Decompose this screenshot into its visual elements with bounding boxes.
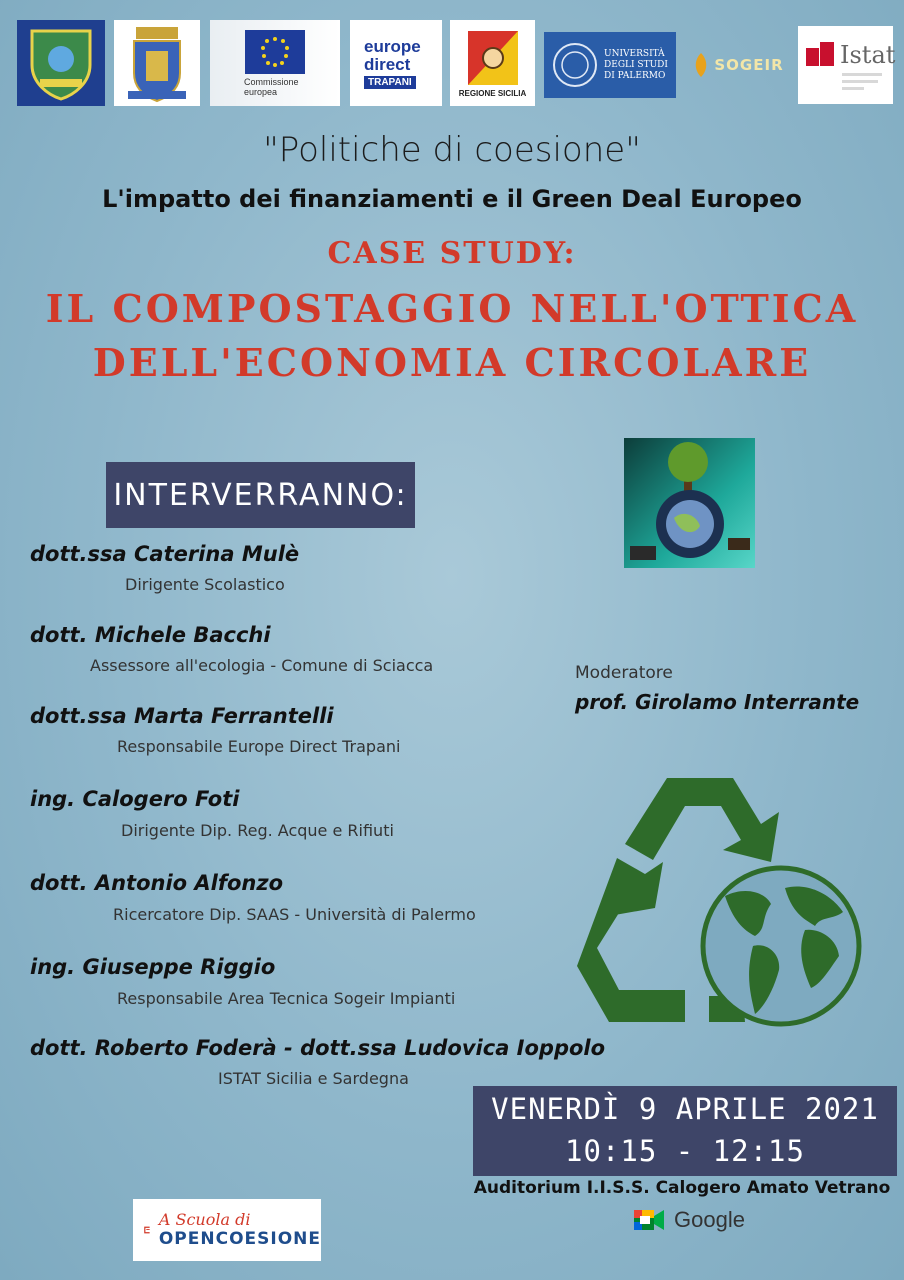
speaker-name: ing. Calogero Foti <box>30 787 240 811</box>
speaker-name: ing. Giuseppe Riggio <box>30 955 276 979</box>
speaker-name: dott. Antonio Alfonzo <box>30 871 283 895</box>
case-study-label: CASE STUDY: <box>327 236 577 271</box>
google-meet-link[interactable] <box>632 1206 745 1234</box>
european-commission-logo <box>210 20 340 106</box>
speaker-role: Responsabile Area Tecnica Sogeir Impianti <box>117 989 456 1008</box>
ed-line3: TRAPANI <box>364 76 416 89</box>
city-coat-of-arms-logo <box>114 20 200 106</box>
moderator-name: prof. Girolamo Interrante <box>575 690 860 714</box>
speaker-role: Assessore all'ecologia - Comune di Sciacca <box>90 656 434 675</box>
project-badge-image <box>624 438 755 568</box>
speaker-role: Ricercatore Dip. SAAS - Università di Palermo <box>113 905 476 924</box>
istat-logo <box>798 26 896 104</box>
opencoesione-line2: OPENCOESIONE <box>158 1229 321 1249</box>
unipa-line2: DEGLI STUDI <box>604 59 668 70</box>
recycle-icon <box>575 770 865 1030</box>
speaker-name: dott.ssa Caterina Mulè <box>30 542 300 566</box>
sogeir-logo <box>686 40 790 90</box>
europe-direct-logo <box>350 20 442 106</box>
speaker-role: ISTAT Sicilia e Sardegna <box>218 1069 409 1088</box>
case-study-title-line1: IL COMPOSTAGGIO NELL'OTTICA <box>45 286 859 331</box>
istat-squares-icon <box>806 42 836 68</box>
tree-globe-icon <box>624 438 755 568</box>
event-time: 10:15 - 12:15 <box>565 1134 805 1168</box>
case-study-title-line2: DELL'ECONOMIA CIRCOLARE <box>92 340 812 385</box>
opencoesione-book-icon <box>143 1213 151 1247</box>
unipa-line1: UNIVERSITÀ <box>604 48 665 59</box>
moderator-label: Moderatore <box>575 663 673 683</box>
sogeir-leaf-icon <box>692 52 710 78</box>
sogeir-name: SOGEIR <box>714 56 784 74</box>
school-shield-icon <box>26 25 96 101</box>
google-meet-icon <box>632 1206 666 1234</box>
speaker-role: Dirigente Scolastico <box>125 575 285 594</box>
speaker-name: dott. Michele Bacchi <box>30 623 271 647</box>
event-date-box <box>473 1086 897 1176</box>
unipa-line3: DI PALERMO <box>604 70 666 81</box>
university-seal-icon <box>552 42 598 88</box>
a-scuola-di-opencoesione-logo <box>133 1199 321 1261</box>
eu-flag-icon <box>245 30 305 74</box>
speaker-role: Dirigente Dip. Reg. Acque e Rifiuti <box>121 821 394 840</box>
regione-sicilia-logo <box>450 20 535 106</box>
ec-caption: Commissione europea <box>244 76 299 97</box>
speaker-role: Responsabile Europe Direct Trapani <box>117 737 401 756</box>
event-venue: Auditorium I.I.S.S. Calogero Amato Vetrano <box>473 1178 891 1198</box>
google-meet-label: Google <box>674 1207 745 1232</box>
event-title: "Politiche di coesione" <box>263 130 641 170</box>
event-subtitle: L'impatto dei finanziamenti e il Green Deal Europeo <box>102 185 802 213</box>
speakers-heading: INTERVERRANNO: <box>106 462 415 528</box>
recycle-globe-illustration <box>575 770 865 1030</box>
opencoesione-line1: A Scuola di <box>158 1210 251 1229</box>
ed-line1: europe <box>364 36 421 56</box>
event-date: VENERDÌ 9 APRILE 2021 <box>491 1092 879 1126</box>
istat-name: Istat <box>840 40 896 69</box>
universita-palermo-logo <box>544 32 676 98</box>
ed-line2: direct <box>364 54 411 74</box>
speaker-name: dott.ssa Marta Ferrantelli <box>30 704 334 728</box>
speaker-name: dott. Roberto Foderà - dott.ssa Ludovica Ioppolo <box>30 1036 606 1060</box>
coat-of-arms-icon <box>124 23 190 103</box>
trinacria-icon <box>466 29 520 87</box>
sicilia-caption: REGIONE SICILIA <box>458 88 527 98</box>
school-crest-logo <box>17 20 105 106</box>
